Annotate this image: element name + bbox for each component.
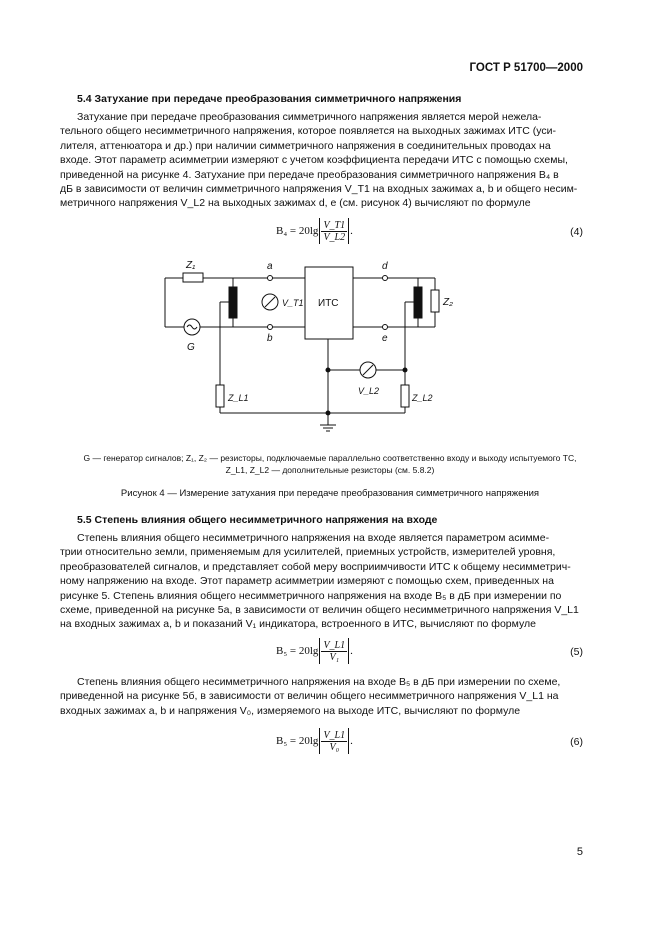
- legend-line: G — генератор сигналов; Z₁, Z₂ — резисторы, подключаемые параллельно соответственно входу и выходу испытуемого ТС,: [83, 453, 577, 463]
- legend-line: Z_L1, Z_L2 — дополнительные резисторы (см. 5.8.2): [225, 465, 435, 475]
- equation-numerator: V_L1: [323, 639, 346, 651]
- figure-4-caption: Рисунок 4 — Измерение затухания при передаче преобразования симметричного напряжения: [120, 488, 540, 499]
- equation-numerator: V_T1: [323, 219, 346, 231]
- section-5-5-heading: 5.5 Степень влияния общего несимметричного напряжения на входе: [77, 514, 438, 526]
- resistor-z1: [183, 273, 203, 282]
- paragraph-line: на входных зажимах a, b и показаний V₁ индикатора, встроенного в ИТС, вычисляют по формуле: [60, 618, 536, 631]
- equation-5: [276, 638, 353, 664]
- equation-4-number: (4): [570, 226, 583, 238]
- equation-tail: .: [350, 225, 353, 237]
- paragraph-line: трии относительно земли, применяемым для усилителей, приемных устройств, измерителей уровня,: [60, 546, 556, 559]
- equation-numerator: V_L1: [323, 729, 346, 741]
- paragraph-line: преобразователей сигналов, и представляет собой меру восприимчивости ИТС к общему несимметрич-: [60, 560, 571, 573]
- label-b: b: [267, 333, 273, 344]
- paragraph-line: Степень влияния общего несимметричного напряжения на входе B₅ в дБ при измерении по схеме,: [77, 676, 561, 688]
- page-number: 5: [576, 846, 583, 858]
- resistor-zl2: [401, 385, 409, 407]
- section-5-5-body: [60, 531, 584, 632]
- equation-tail: .: [350, 735, 353, 747]
- label-zl1: Z_L1: [228, 393, 249, 403]
- paragraph-line: входных зажимах a, b и напряжения V₀, измеряемого на выходе ИТС, вычисляют по формуле: [60, 704, 521, 717]
- equation-6: [276, 728, 353, 754]
- terminal-d: [383, 276, 388, 281]
- equation-lhs: B₅ = 20lg: [276, 735, 319, 747]
- label-vl2: V_L2: [358, 386, 380, 396]
- paragraph-line: приведенной на рисунке 4. Затухание при передаче преобразования симметричного напряжения B₄ в: [60, 168, 559, 181]
- paragraph-line: тельного общего несимметричного напряжения, которое появляется на выходных зажимах ИТС (уси-: [60, 125, 556, 138]
- label-zl2: Z_L2: [412, 393, 433, 403]
- terminal-e: [383, 325, 388, 330]
- paragraph-line: Затухание при передаче преобразования симметричного напряжения является мерой нежела-: [77, 111, 542, 123]
- equation-denominator: V_L2: [323, 231, 346, 243]
- label-d: d: [382, 261, 388, 272]
- equation-denominator: V₁: [329, 651, 340, 663]
- figure-4-legend: [40, 452, 620, 476]
- figure-4-circuit: [150, 255, 480, 445]
- paragraph-line: входе. Этот параметр асимметрии измеряют с учетом коэффициента передачи ИТС с помощью схемы,: [60, 154, 568, 167]
- terminal-a: [268, 276, 273, 281]
- equation-lhs: B₅ = 20lg: [276, 645, 319, 657]
- paragraph-line: метричного напряжения V_L2 на выходных зажимах d, e (см. рисунок 4) вычисляют по формуле: [60, 197, 531, 210]
- paragraph-line: лителя, аттенюатора и др.) при наличии симметричного напряжения в соединительных проводах на: [60, 139, 551, 152]
- paragraph-line: Степень влияния общего несимметричного напряжения на входе является параметром асимме-: [77, 532, 550, 544]
- label-z1: Z₁: [186, 260, 196, 271]
- label-z2: Z₂: [443, 297, 453, 308]
- paragraph-line: схеме, приведенной на рисунке 5а, в зависимости от величин общего несимметричного напряжения V_L1: [60, 604, 579, 617]
- label-vt1: V_T1: [282, 298, 304, 308]
- section-5-4-heading: 5.4 Затухание при передаче преобразования симметричного напряжения: [77, 93, 462, 105]
- equation-lhs: B₄ = 20lg: [276, 225, 319, 237]
- equation-4: [276, 218, 353, 244]
- document-header: ГОСТ Р 51700—2000: [469, 62, 583, 74]
- equation-5-number: (5): [570, 646, 583, 658]
- equation-6-number: (6): [570, 736, 583, 748]
- equation-denominator: V₀: [329, 741, 340, 753]
- label-a: a: [267, 261, 273, 272]
- equation-tail: .: [350, 645, 353, 657]
- paragraph-line: ному напряжению на входе. Этот параметр асимметрии измеряют с помощью схем, приведенных на: [60, 575, 554, 588]
- resistor-zl1: [216, 385, 224, 407]
- label-e: e: [382, 333, 388, 344]
- resistor-z2: [431, 290, 439, 312]
- label-g: G: [187, 342, 195, 353]
- section-5-4-body: [60, 110, 584, 211]
- label-its: ИТС: [318, 298, 339, 309]
- paragraph-line: рисунке 5. Степень влияния общего несимметричного напряжения на входе B₅ в дБ при измерении по: [60, 589, 562, 602]
- section-5-5-body-2: [60, 675, 584, 718]
- terminal-b: [268, 325, 273, 330]
- paragraph-line: приведенной на рисунке 5б, в зависимости от величин общего несимметричного напряжения V_L1 на: [60, 690, 559, 703]
- paragraph-line: дБ в зависимости от величин симметричного напряжения V_T1 на входных зажимах a, b и общего несим-: [60, 183, 578, 196]
